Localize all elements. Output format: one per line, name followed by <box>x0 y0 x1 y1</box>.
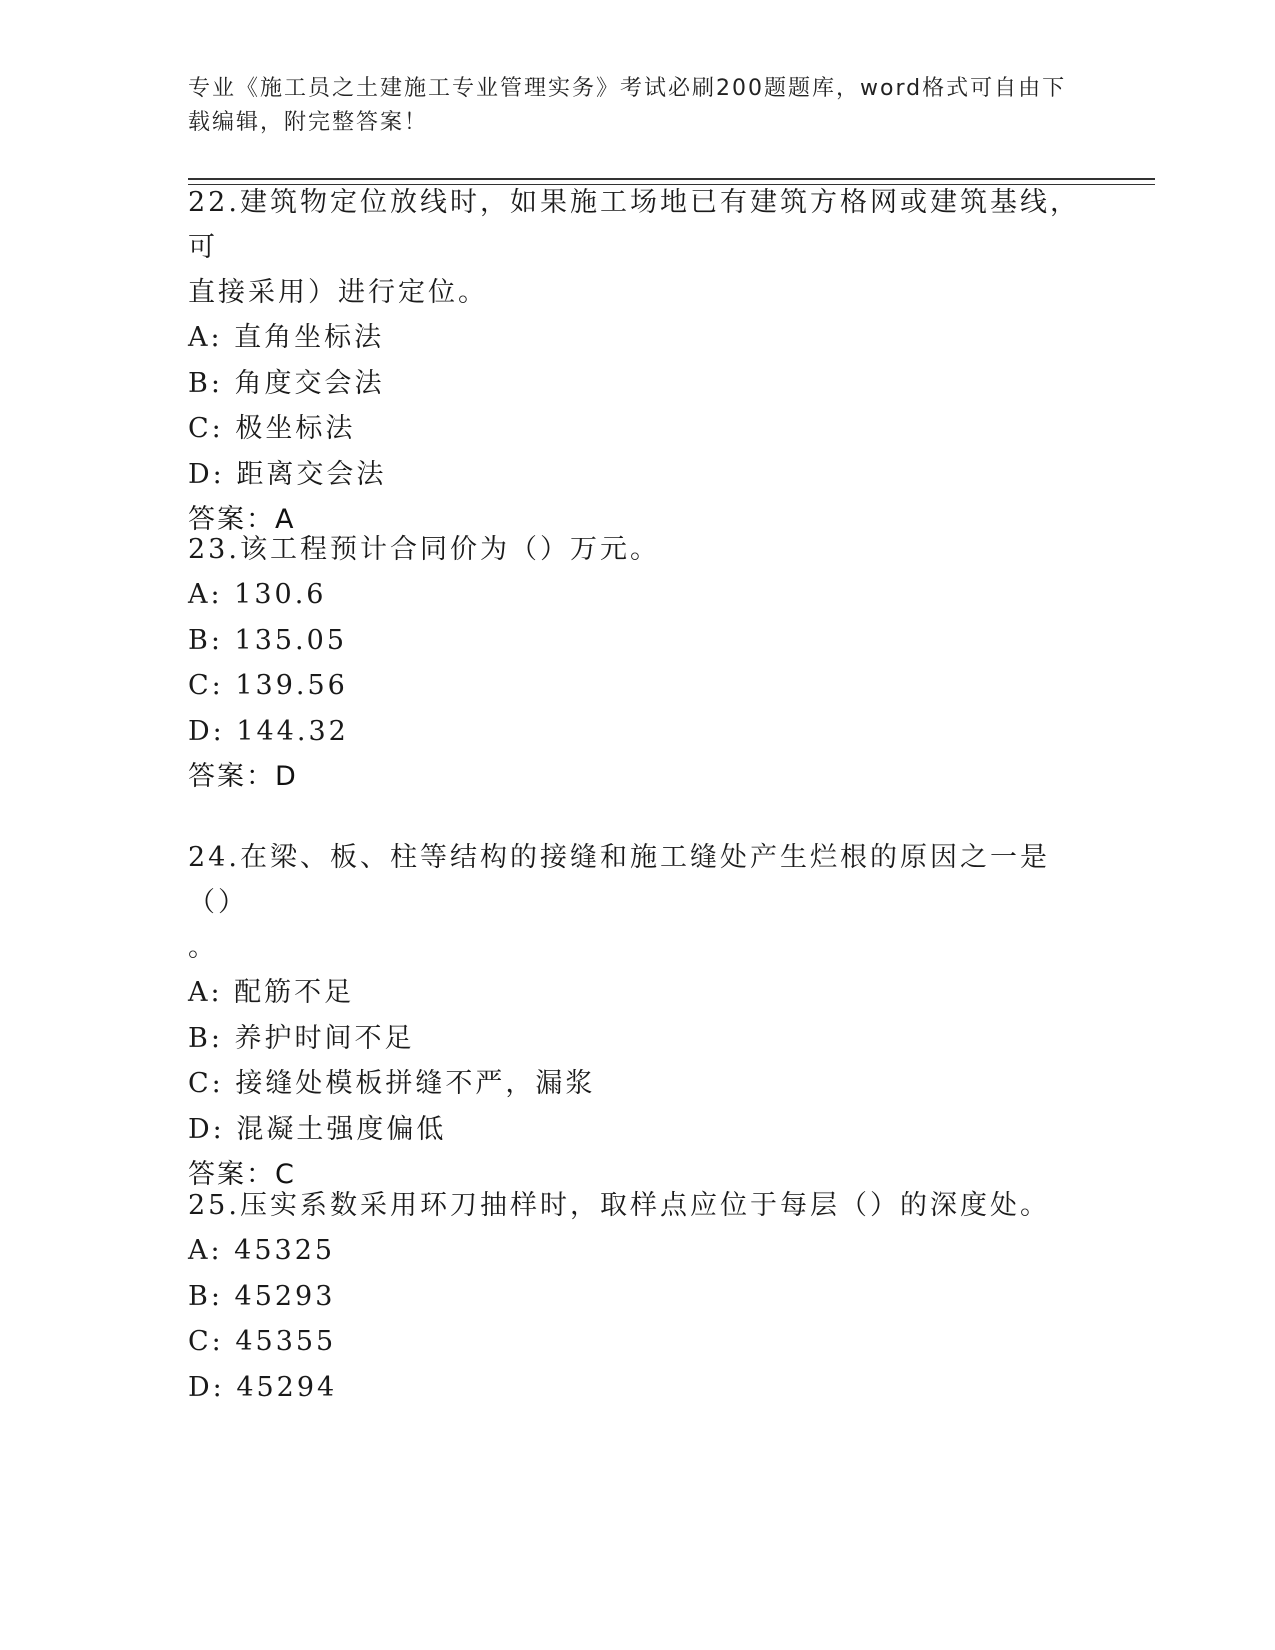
option-d: D: 144.32 <box>188 715 349 747</box>
option-d: D: 距离交会法 <box>188 458 387 490</box>
question-stem: 25.压实系数采用环刀抽样时，取样点应位于每层（）的深度处。 <box>188 1190 1050 1221</box>
option-d: D: 45294 <box>188 1371 338 1403</box>
option-a: A: 直角坐标法 <box>188 322 385 353</box>
option-d: D: 混凝土强度偏低 <box>188 1113 447 1145</box>
option-c: C: 45355 <box>188 1326 337 1357</box>
question-stem: 直接采用）进行定位。 <box>188 277 488 308</box>
question-stem: 24.在梁、板、柱等结构的接缝和施工缝处产生烂根的原因之一是（） <box>188 842 1050 918</box>
option-c: C: 极坐标法 <box>188 413 356 444</box>
option-a: A: 45325 <box>188 1235 336 1266</box>
option-a: A: 130.6 <box>188 579 327 610</box>
answer-text: 答案：C <box>188 1159 296 1190</box>
option-c: C: 139.56 <box>188 670 348 701</box>
option-b: B: 135.05 <box>188 624 347 656</box>
option-b: B: 角度交会法 <box>188 367 385 399</box>
question-25 <box>188 1183 1088 1410</box>
question-stem: 22.建筑物定位放线时，如果施工场地已有建筑方格网或建筑基线，可 <box>188 187 1080 263</box>
answer-text: 答案：A <box>188 504 296 535</box>
option-a: A: 配筋不足 <box>188 977 355 1008</box>
question-22 <box>188 180 1088 543</box>
question-stem: 。 <box>188 932 218 963</box>
document-header: 专业《施工员之土建施工专业管理实务》考试必刷200题题库，word格式可自由下载编辑，附完整答案！ <box>188 76 1067 135</box>
answer-text: 答案：D <box>188 761 298 792</box>
option-b: B: 养护时间不足 <box>188 1022 415 1054</box>
option-c: C: 接缝处模板拼缝不严，漏浆 <box>188 1068 596 1099</box>
question-23 <box>188 527 1088 800</box>
question-stem: 23.该工程预计合同价为（）万元。 <box>188 534 660 565</box>
option-b: B: 45293 <box>188 1280 336 1312</box>
question-24 <box>188 835 1088 1198</box>
